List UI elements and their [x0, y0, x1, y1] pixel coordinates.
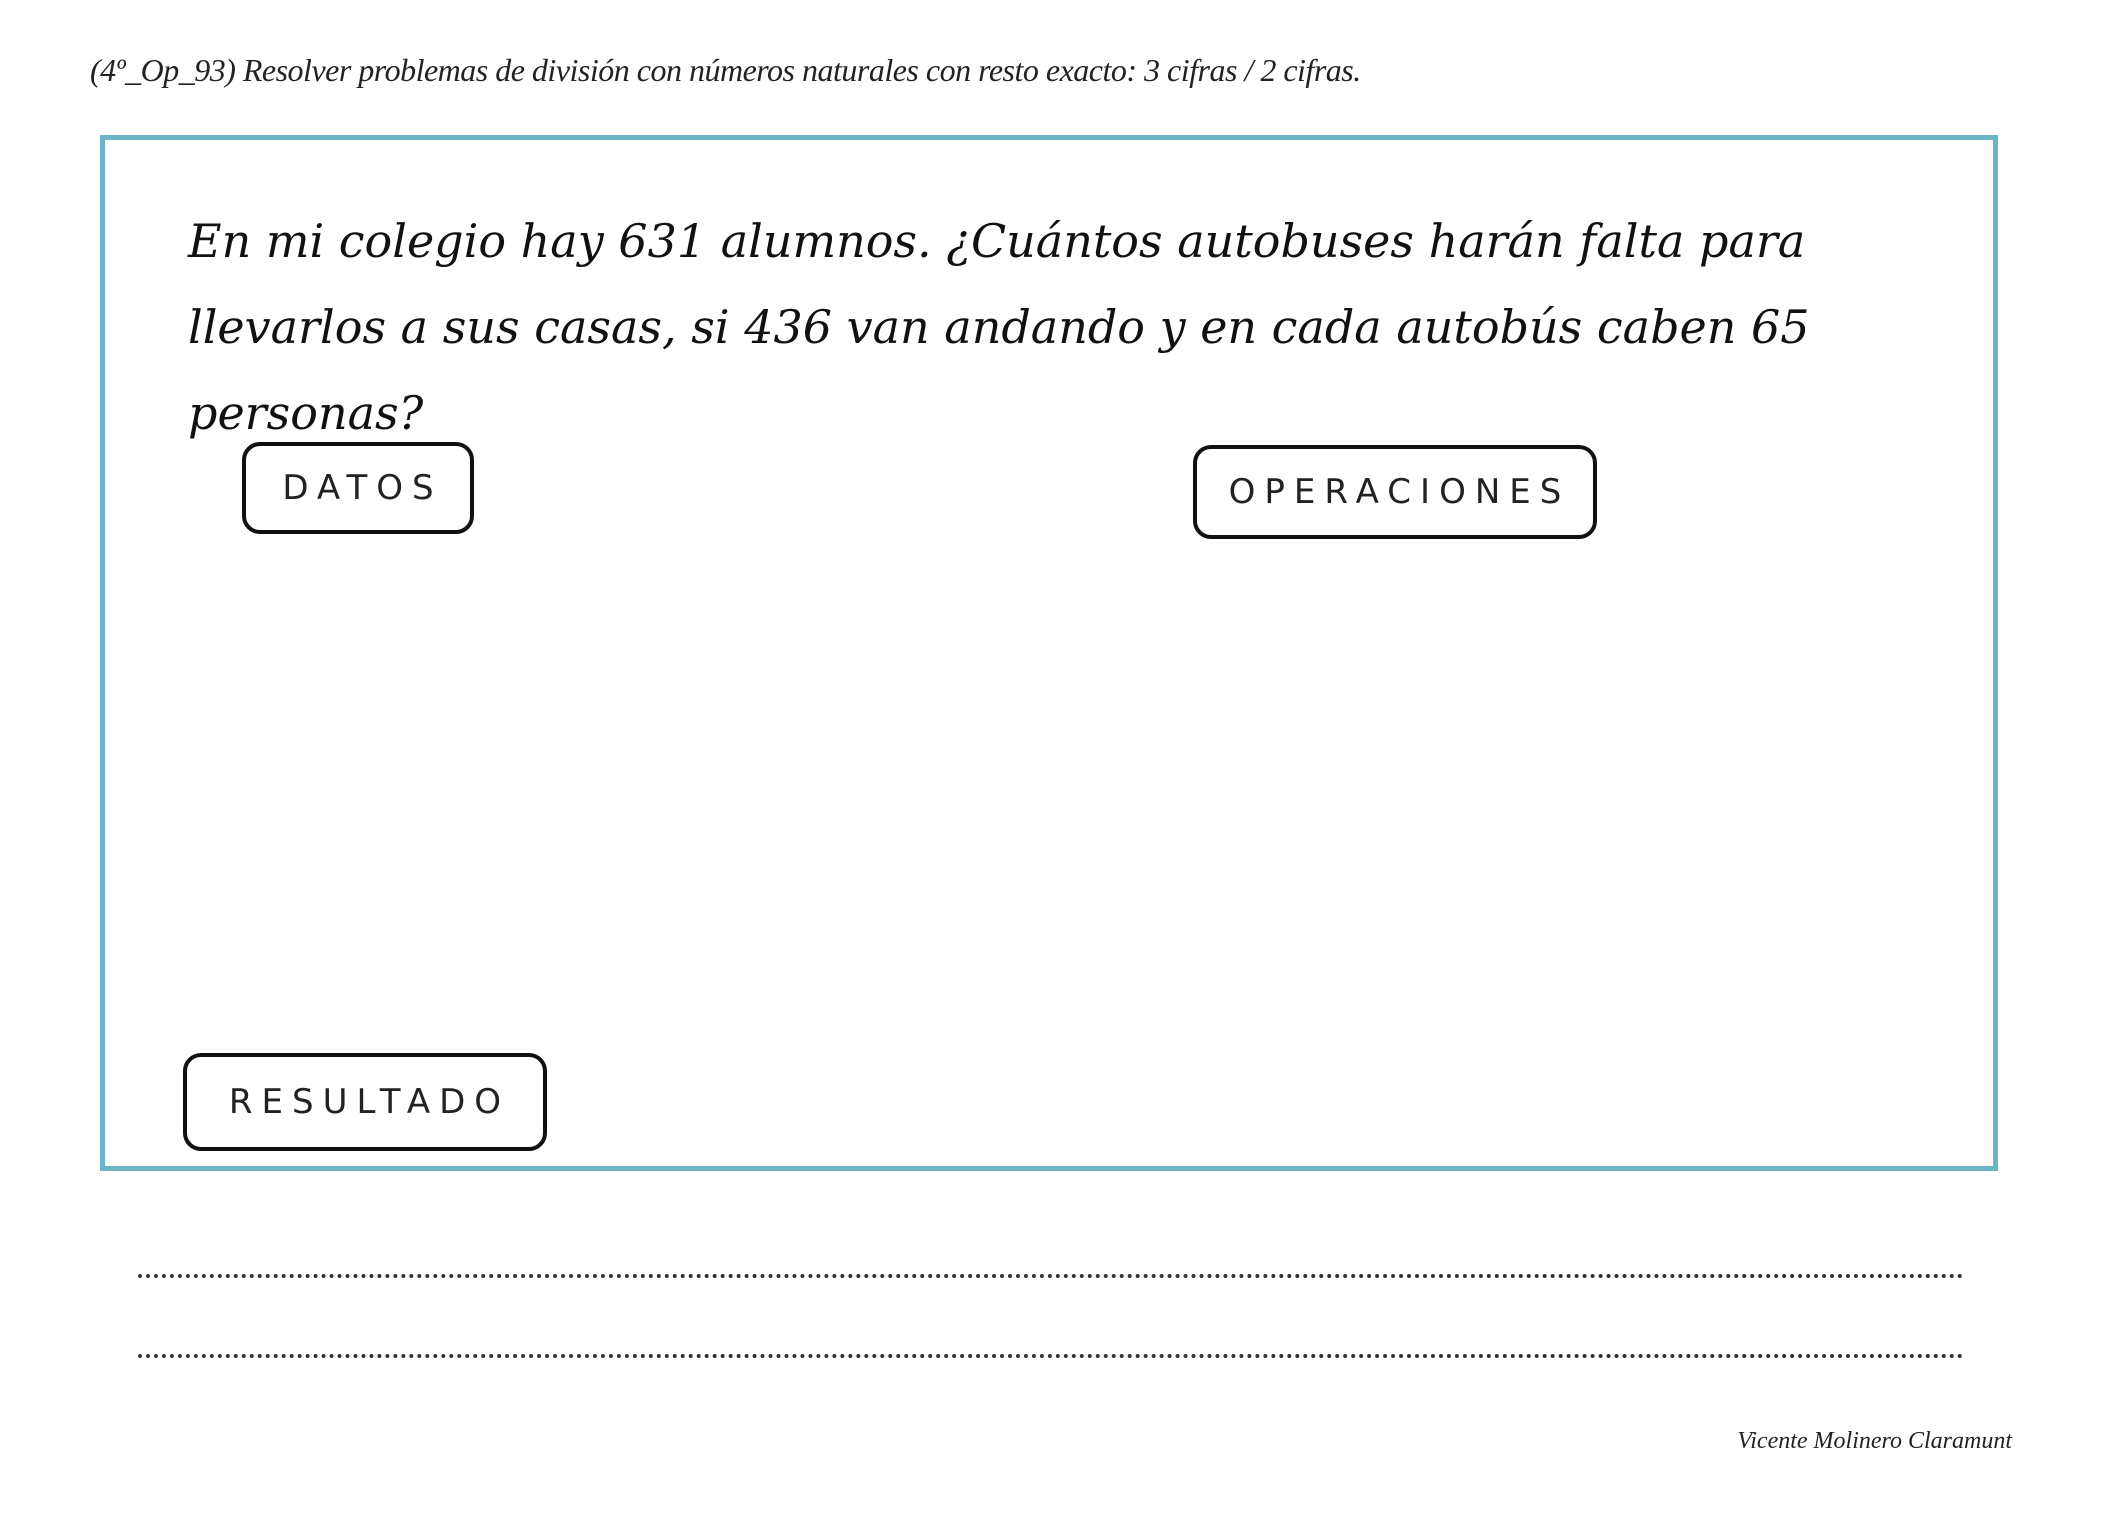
worksheet-title: (4º_Op_93) Resolver problemas de división con números naturales con resto exacto: 3 cifras / 2 cifras. — [90, 52, 1361, 88]
problem-box — [100, 135, 1998, 1171]
problem-statement: En mi colegio hay 631 alumnos. ¿Cuántos autobuses harán falta para llevarlos a sus casas, si 436 van andando y en cada autobús caben 65 personas? — [188, 214, 1810, 440]
answer-line[interactable] — [138, 1274, 1964, 1278]
operaciones-label-box — [1193, 445, 1597, 539]
datos-label: DATOS — [282, 468, 443, 508]
resultado-label: RESULTADO — [228, 1082, 511, 1122]
operaciones-label: OPERACIONES — [1228, 472, 1571, 512]
resultado-label-box — [183, 1053, 547, 1151]
answer-line[interactable] — [138, 1354, 1964, 1358]
author-credit: Vicente Molinero Claramunt — [1737, 1428, 2012, 1454]
datos-label-box — [242, 442, 474, 534]
